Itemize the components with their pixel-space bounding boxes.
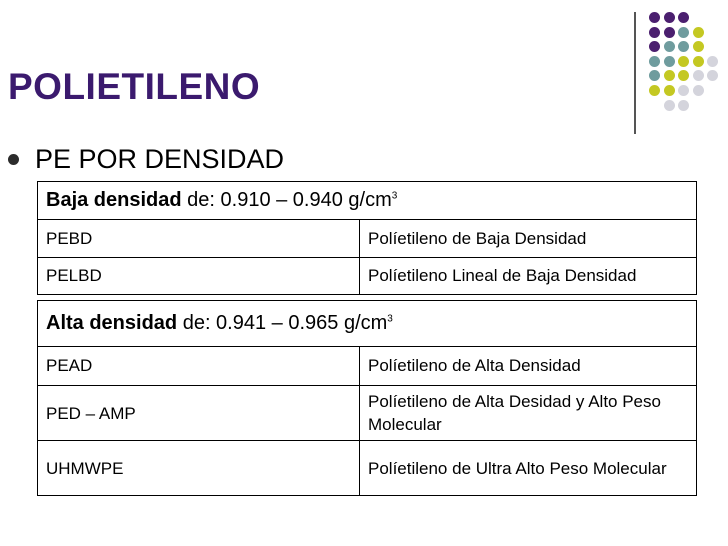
decorative-divider [634, 12, 636, 134]
header-bold-text: Alta densidad [46, 312, 178, 334]
decorative-dot [649, 70, 660, 81]
name-cell: Políetileno de Ultra Alto Peso Molecular [360, 441, 697, 496]
table-header-row [38, 301, 697, 347]
decorative-dot [678, 41, 689, 52]
table-row [38, 258, 697, 295]
header-range-text: de: 0.910 – 0.940 g/cm [181, 189, 392, 211]
decorative-dot [678, 70, 689, 81]
bullet-icon [8, 154, 19, 165]
table-header-row [38, 182, 697, 220]
decorative-dot [678, 100, 689, 111]
name-cell: Políetileno de Alta Densidad [360, 347, 697, 386]
decorative-dot [678, 56, 689, 67]
name-cell: Políetileno de Baja Densidad [360, 220, 697, 258]
decorative-dot [664, 70, 675, 81]
slide-title: POLIETILENO [8, 66, 261, 107]
decorative-dot [693, 41, 704, 52]
decorative-dot [664, 27, 675, 38]
table-row [38, 386, 697, 441]
name-cell: Políetileno de Alta Desidad y Alto Peso Molecular [360, 386, 697, 441]
decorative-dot [707, 56, 718, 67]
decorative-dot [678, 27, 689, 38]
code-cell: PED – AMP [38, 386, 360, 441]
header-superscript: 3 [387, 313, 393, 325]
decorative-dot [649, 85, 660, 96]
decorative-dot [664, 41, 675, 52]
decorative-dot [707, 70, 718, 81]
decorative-dot [678, 12, 689, 23]
bullet-item [8, 144, 284, 175]
low-density-header [38, 182, 697, 220]
decorative-dot [664, 56, 675, 67]
decorative-dot [664, 85, 675, 96]
table-row [38, 347, 697, 386]
name-cell: Políetileno Lineal de Baja Densidad [360, 258, 697, 295]
decorative-dot [649, 12, 660, 23]
low-density-table [37, 181, 697, 295]
header-superscript: 3 [391, 190, 398, 202]
decorative-dot [693, 85, 704, 96]
header-bold-text: Baja densidad [46, 189, 182, 211]
decorative-dot [693, 70, 704, 81]
bullet-text: PE POR DENSIDAD [35, 144, 285, 174]
decorative-dot [649, 41, 660, 52]
decorative-dot [678, 85, 689, 96]
table-row [38, 220, 697, 258]
decorative-dot [693, 56, 704, 67]
header-range-text: de: 0.941 – 0.965 g/cm [177, 312, 388, 334]
decorative-dot [693, 27, 704, 38]
decorative-dot [649, 27, 660, 38]
decorative-dot [664, 100, 675, 111]
code-cell: PEBD [38, 220, 360, 258]
decorative-dot [664, 12, 675, 23]
high-density-table [37, 300, 697, 496]
high-density-header [38, 301, 697, 347]
code-cell: PEAD [38, 347, 360, 386]
code-cell: PELBD [38, 258, 360, 295]
decorative-dot [649, 56, 660, 67]
table-row [38, 441, 697, 496]
code-cell: UHMWPE [38, 441, 360, 496]
